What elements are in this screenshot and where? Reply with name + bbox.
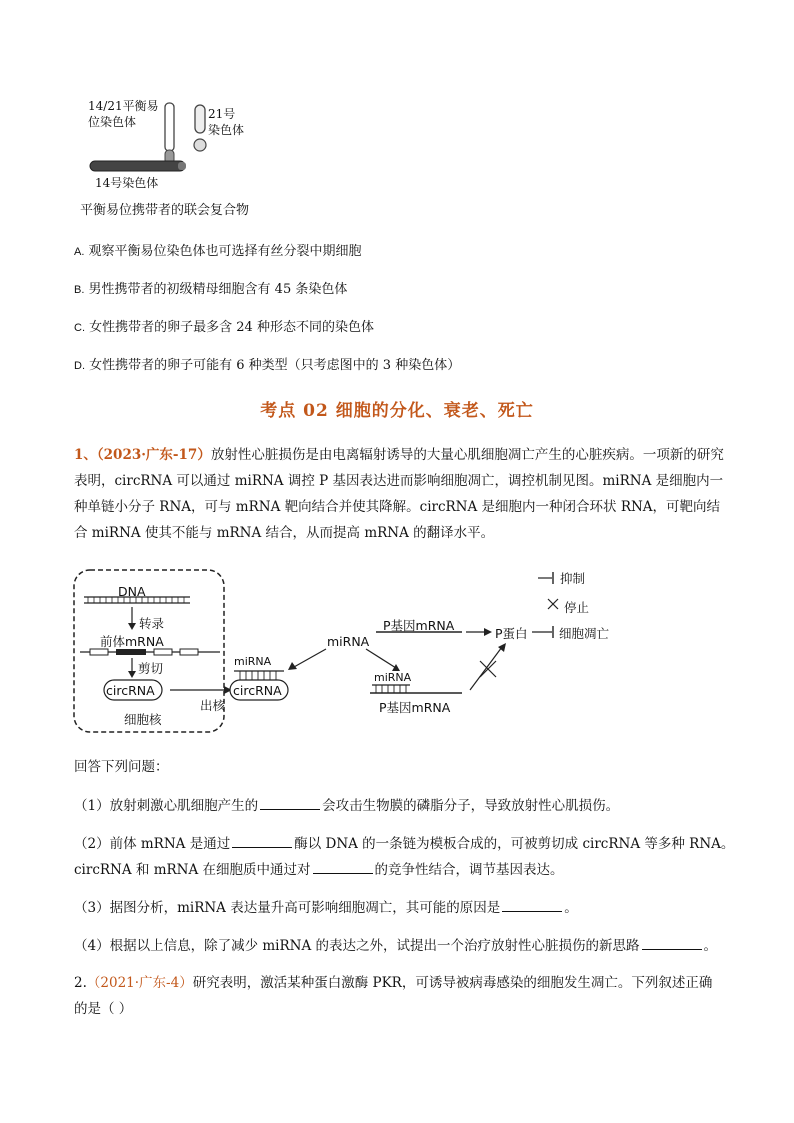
s1-text-b: 会攻击生物膜的磷脂分子，导致放射性心肌损伤。 (322, 798, 620, 814)
sub-question-1 (74, 795, 619, 816)
label-pre-mrna: 前体mRNA (100, 634, 164, 649)
label-21-line2: 染色体 (208, 123, 245, 137)
option-letter: B. (74, 284, 85, 296)
option-letter: C. (74, 322, 85, 334)
sub-question-4 (74, 935, 717, 956)
s3-text-b: 。 (564, 900, 578, 916)
q1-line3: 种单链小分子 RNA，可与 mRNA 靶向结合并使其降解。circRNA 是细胞内一种闭合环状 RNA，可靶向结 (74, 499, 721, 515)
answer-blank[interactable] (642, 935, 702, 950)
label-14: 14号染色体 (95, 176, 159, 190)
s2-text-a: （2）前体 mRNA 是通过 (74, 836, 231, 852)
option-c (74, 318, 374, 338)
label-nucleus: 细胞核 (124, 712, 162, 727)
label-p-gene-mrna-bottom: P基因mRNA (379, 700, 451, 715)
option-text: 男性携带者的初级精母细胞含有 45 条染色体 (88, 282, 348, 297)
answer-blank[interactable] (313, 859, 373, 874)
q2-line2: 的是（ ） (74, 1001, 133, 1017)
s1-text-a: （1）放射刺激心肌细胞产生的 (74, 798, 259, 814)
sub-question-3 (74, 897, 578, 918)
label-transcribe: 转录 (139, 616, 165, 631)
q1-number: 1、 (74, 447, 97, 463)
q2-text: 研究表明，激活某种蛋白激酶 PKR，可诱导被病毒感染的细胞发生凋亡。下列叙述正确 (192, 975, 713, 991)
s4-text-a: （4）根据以上信息，除了减少 miRNA 的表达之外，试提出一个治疗放射性心脏损伤的新思路 (74, 938, 640, 954)
option-letter: A. (74, 246, 85, 258)
q1-line2: 表明，circRNA 可以通过 miRNA 调控 P 基因表达进而影响细胞凋亡，调控机制见图。miRNA 是细胞内一 (74, 473, 724, 489)
legend-stop: 停止 (564, 600, 590, 615)
label-circrna-mid: circRNA (233, 683, 282, 698)
s2-text-d: 的竞争性结合，调节基因表达。 (374, 862, 564, 878)
label-1421 (88, 98, 159, 130)
label-mirna-center: miRNA (327, 634, 370, 649)
label-circrna-left: circRNA (106, 683, 155, 698)
s4-text-b: 。 (703, 938, 718, 954)
label-21-line1: 21号 (208, 107, 236, 121)
label-1421-line1: 14/21平衡易 (88, 99, 159, 113)
q1-source: 2023·广东-17 (103, 447, 198, 463)
q1-text: 放射性心脏损伤是由电离辐射诱导的大量心肌细胞凋亡产生的心脏疾病。一项新的研究 (210, 447, 724, 463)
q1-line4: 合 miRNA 使其不能与 mRNA 结合，从而提高 mRNA 的翻译水平。 (74, 525, 495, 541)
q2-number: 2. (74, 975, 87, 991)
q1-line1 (74, 445, 724, 465)
label-export: 出核 (200, 698, 226, 713)
label-p-protein: P蛋白 (495, 626, 528, 641)
label-21 (208, 106, 244, 138)
s2-text-b: 酶以 DNA 的一条链为模板合成的，可被剪切成 circRNA 等多种 RNA。 (294, 836, 735, 852)
option-text: 女性携带者的卵子最多含 24 种形态不同的染色体 (89, 320, 374, 335)
answer-blank[interactable] (232, 833, 292, 848)
label-1421-line2: 位染色体 (88, 115, 137, 129)
label-apoptosis: 细胞凋亡 (559, 626, 610, 641)
q2-source: （2021·广东-4） (86, 975, 193, 991)
answer-prompt: 回答下列问题： (74, 759, 169, 775)
sub-question-2-cont (74, 859, 564, 880)
section-heading: 考点 02 细胞的分化、衰老、死亡 (260, 401, 534, 421)
s3-text-a: （3）据图分析，miRNA 表达量升高可影响细胞凋亡，其可能的原因是 (74, 900, 501, 916)
s2-text-c: circRNA 和 mRNA 在细胞质中通过对 (74, 862, 311, 878)
q1-source-open: （ (96, 447, 104, 463)
answer-blank[interactable] (260, 795, 320, 810)
option-a (74, 242, 362, 262)
option-b (74, 280, 347, 300)
option-text: 观察平衡易位染色体也可选择有丝分裂中期细胞 (88, 244, 362, 259)
label-mirna-bottom: miRNA (374, 671, 412, 684)
q2-line1 (74, 973, 712, 993)
answer-blank[interactable] (502, 897, 562, 912)
figure-caption: 平衡易位携带者的联会复合物 (80, 203, 250, 218)
label-p-gene-mrna-top: P基因mRNA (383, 618, 455, 633)
label-mirna-top: miRNA (234, 655, 272, 668)
label-dna: DNA (118, 584, 146, 599)
option-letter: D. (74, 360, 85, 372)
sub-question-2 (74, 833, 734, 854)
option-text: 女性携带者的卵子可能有 6 种类型（只考虑图中的 3 种染色体） (89, 358, 461, 373)
q1-source-close: ） (197, 447, 211, 463)
option-d (74, 356, 460, 376)
legend-inhibit: 抑制 (560, 571, 586, 586)
label-splice: 剪切 (138, 661, 164, 676)
